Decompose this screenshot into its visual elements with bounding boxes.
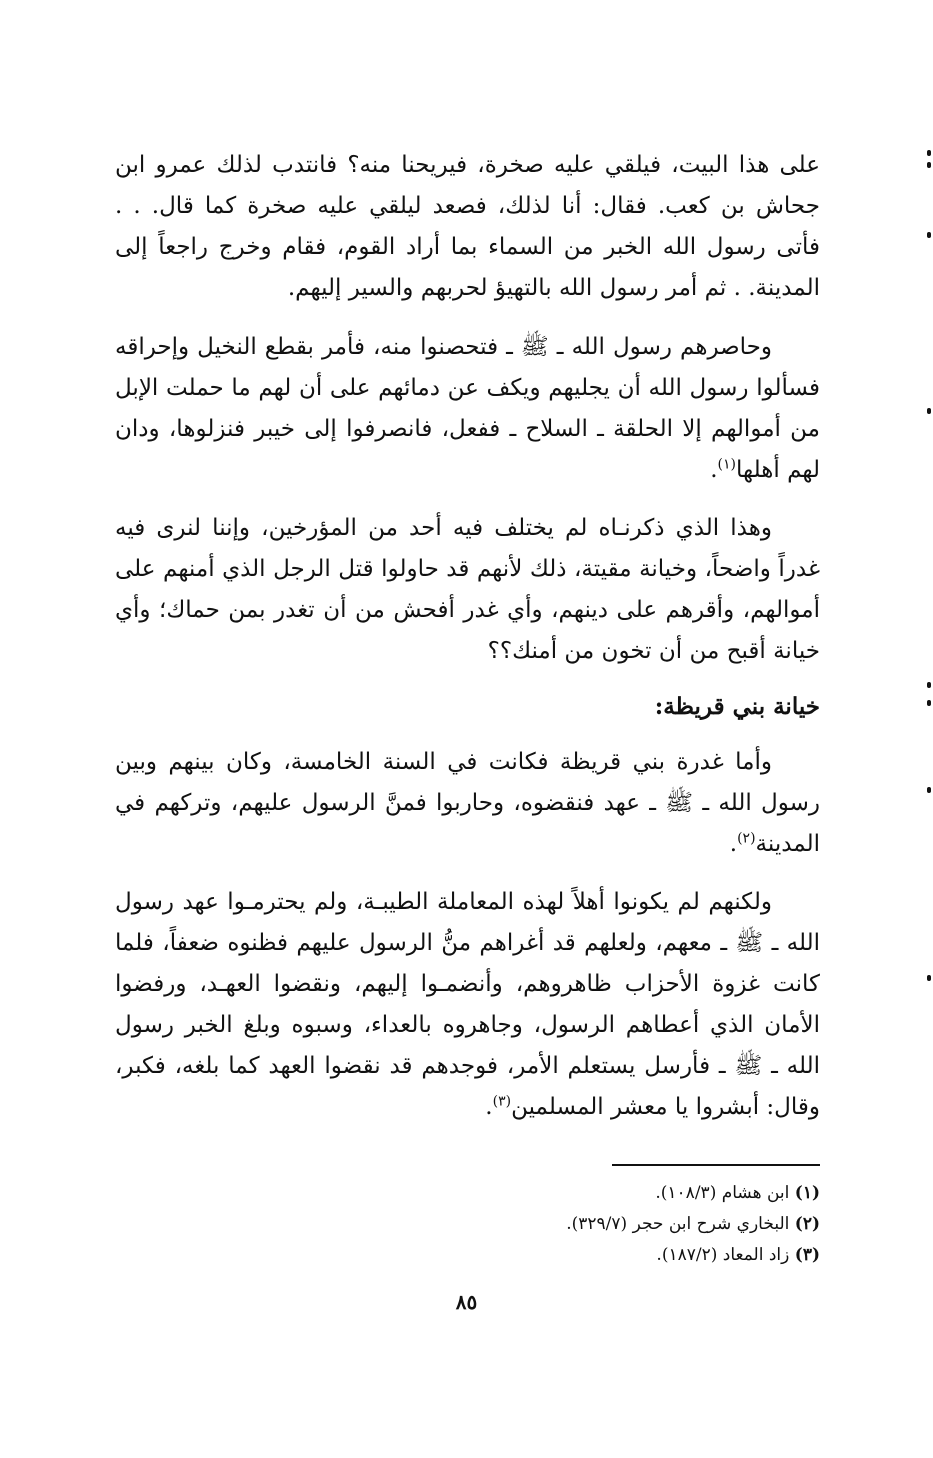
paragraph-2-text: وحاصرهم رسول الله ـ ﷺ ـ فتحصنوا منه، فأمر بقطع النخيل وإحراقه فسألوا رسول الله أن يجليهم ويكف عن دمائهم على أن لهم ما حملت الإبل من أموالهم إلا الحلقة ـ السلاح ـ ففعل، فانصرفوا إلى خيبر فنزلوها، ودان لهم أهلها bbox=[115, 334, 820, 483]
paragraph-4 bbox=[115, 742, 820, 865]
section-heading bbox=[115, 686, 820, 727]
footnote-ref-3[interactable]: (٣) bbox=[492, 1093, 512, 1110]
footnote-divider bbox=[612, 1164, 820, 1166]
footnote-item bbox=[115, 1209, 820, 1240]
paragraph-4-text: وأما غدرة بني قريظة فكانت في السنة الخامسة، وكان بينهم وبين رسول الله ـ ﷺ ـ عهد فنقضوه، وحاربوا فمنَّ الرسول عليهم، وتركهم في المدينة bbox=[115, 749, 820, 857]
footnote-text: زاد المعاد (١٨٧/٢). bbox=[656, 1245, 790, 1265]
margin-mark bbox=[927, 150, 931, 156]
page-number: ٨٥ bbox=[455, 1290, 478, 1314]
margin-mark bbox=[927, 975, 931, 981]
section-heading-text: خيانة بني قريظة: bbox=[654, 693, 820, 720]
footnote-ref-1[interactable]: (١) bbox=[717, 456, 737, 473]
paragraph-5-body bbox=[115, 882, 820, 1128]
margin-mark bbox=[927, 682, 931, 688]
footnote-text: ابن هشام (١٠٨/٣). bbox=[655, 1183, 790, 1203]
margin-mark bbox=[927, 162, 931, 168]
footnote-number: (١) bbox=[794, 1183, 820, 1203]
paragraph-4-end: . bbox=[729, 831, 738, 857]
margin-mark bbox=[927, 408, 931, 414]
paragraph-3-text: وهذا الذي ذكرنـاه لم يختلف فيه أحد من المؤرخين، وإننا لنرى فيه غدراً واضحاً، وخيانة مقيتة، ذلك لأنهم قد حاولوا قتل الرجل الذي أمنهم على أموالهم، وأقرهم على دينهم، وأي غدر أفحش من أن تغدر بمن حماك؛ وأي خيانة أقبح من أن تخون من أمنك؟؟ bbox=[115, 515, 820, 664]
paragraph-3 bbox=[115, 508, 820, 672]
footnote-number: (٢) bbox=[794, 1214, 820, 1234]
footnote-text: البخاري شرح ابن حجر (٣٢٩/٧). bbox=[566, 1214, 790, 1234]
footnote-item bbox=[115, 1178, 820, 1209]
footnote-item bbox=[115, 1240, 820, 1271]
paragraph-5 bbox=[115, 882, 820, 1128]
paragraph-2 bbox=[115, 327, 820, 491]
paragraph-1-text: على هذا البيت، فيلقي عليه صخرة، فيريحنا منه؟ فانتدب لذلك عمرو ابن جحاش بن كعب. فقال: أنا لذلك، فصعد ليلقي عليه صخرة كما قال. . . فأتى رسول الله الخبر من السماء بما أراد القوم، فقام وخرج راجعاً إلى المدينة. . ثم أمر رسول الله بالتهيؤ لحربهم والسير إليهم. bbox=[115, 152, 820, 301]
paragraph-5-end: . bbox=[485, 1094, 493, 1120]
paragraph-1 bbox=[115, 145, 820, 309]
margin-mark bbox=[927, 787, 931, 793]
margin-mark bbox=[927, 700, 931, 706]
paragraph-2-end: . bbox=[710, 457, 718, 483]
paragraph-5-text: ولكنهم لم يكونوا أهلاً لهذه المعاملة الطيبـة، ولم يحترمـوا عهد رسول الله ـ ﷺ ـ معهم، ولعلهم قد أغراهم منُّ الرسول عليهم فظنوه ضعفاً، فلما كانت غزوة الأحزاب ظاهروهم، وأنضمـوا إليهم، ونقضوا العهـد، ورفضوا الأمان الذي أعطاهم الرسول، وجاهروه بالعداء، وسبوه وبلغ الخبر رسول الله ـ ﷺ ـ فأرسل يستعلم الأمر، فوجدهم قد نقضوا العهد كما بلغه، فكبر، وقال: أبشروا يا معشر المسلمين bbox=[115, 889, 821, 1120]
margin-mark bbox=[927, 232, 931, 238]
footnote-number: (٣) bbox=[794, 1245, 820, 1265]
footnote-ref-2[interactable]: (٢) bbox=[737, 830, 756, 847]
footnotes bbox=[115, 1178, 820, 1271]
paragraph-4-body bbox=[115, 742, 820, 865]
paragraph-2-body bbox=[115, 327, 820, 491]
